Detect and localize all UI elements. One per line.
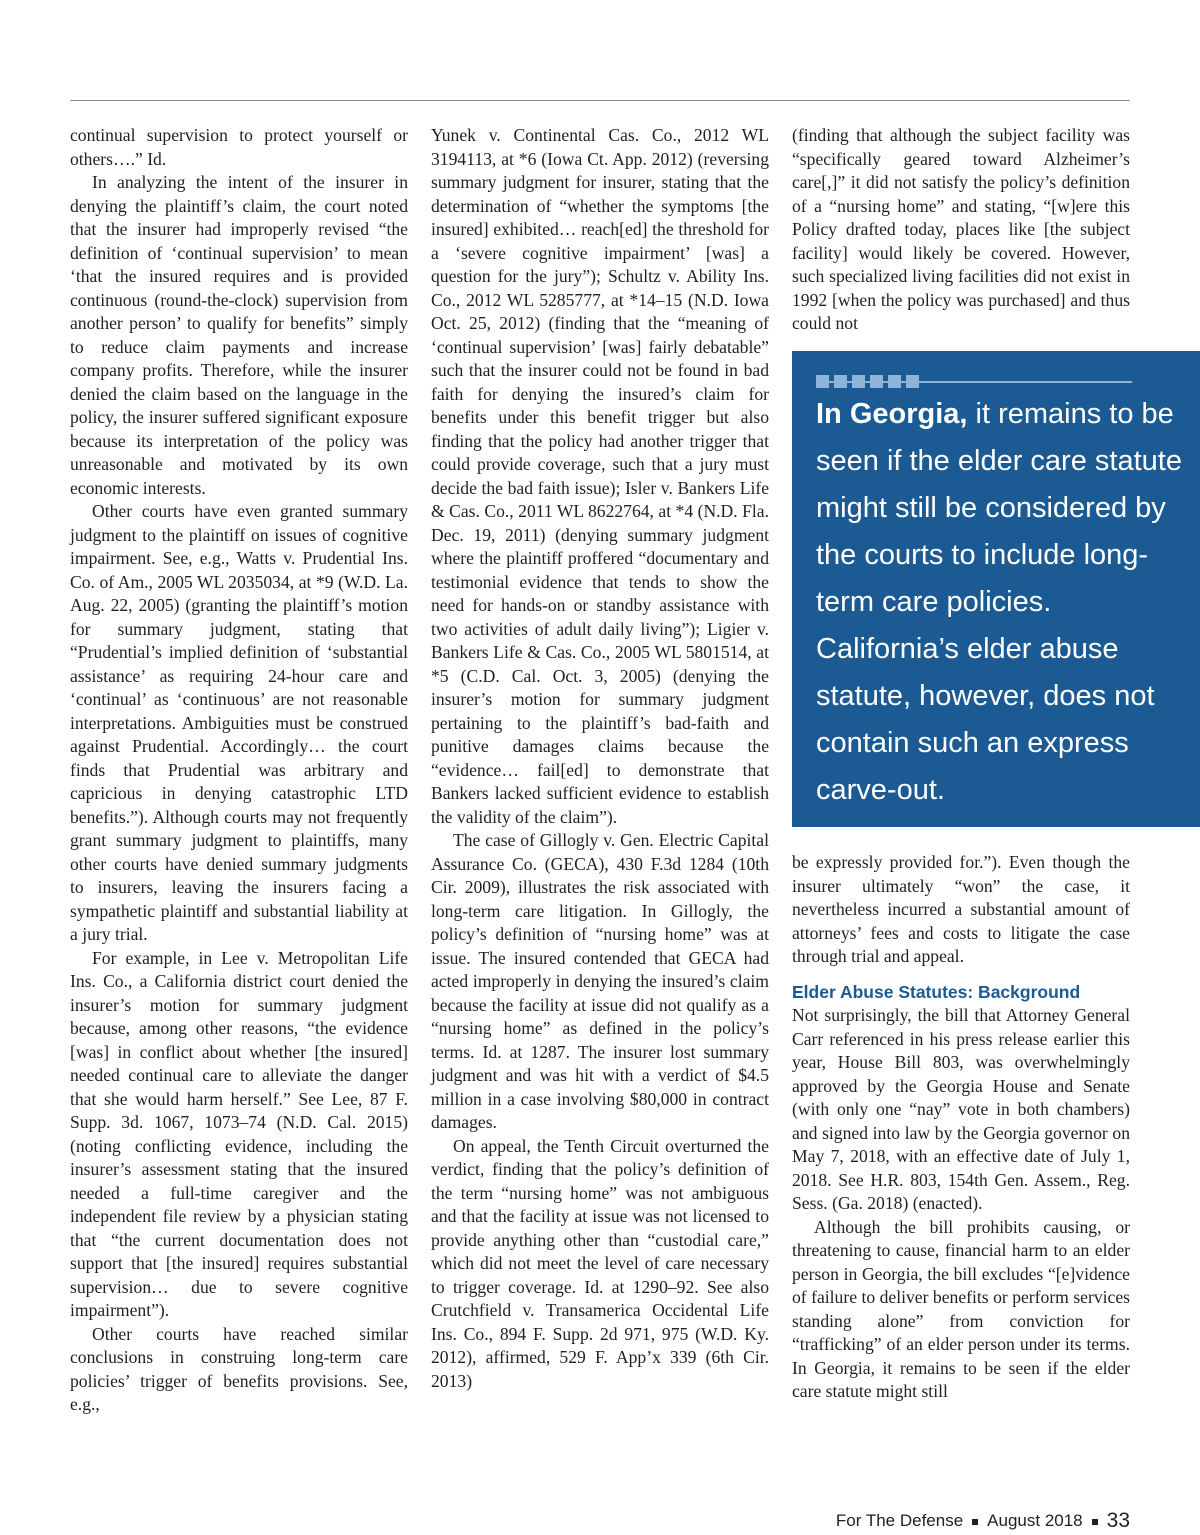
col1-paragraph-1: continual supervision to protect yourself or others….” Id. <box>70 125 408 169</box>
column-3-bottom <box>792 851 1130 1404</box>
issue-date: August 2018 <box>987 1511 1083 1530</box>
publication-name: For The Defense <box>835 1511 964 1530</box>
section-heading: Elder Abuse Statutes: Background <box>792 981 1081 1002</box>
col1-paragraph-2: In analyzing the intent of the insurer in denying the plaintiff’s claim, the court noted that the insurer had improperly revised “the definition of ‘continual supervision’ to mean ‘that the insured requires and is provided continuous (round-the-clock) supervision from another person’ to qualify for benefits” simply to reduce claim payments and increase company profits. Therefore, while the insurer denied the claim based on the language in the policy, the insurer suffered significant exposure because its interpretation of the policy was unreasonable and motivated by its own economic interests. <box>70 172 408 498</box>
footer-separator <box>972 1519 978 1525</box>
pull-quote-text: it remains to be seen if the elder care statute might still be considered by the courts to include long-term care policies. California’s elder abuse statute, however, does not contain such an express carve-out. <box>816 398 1182 806</box>
footer-separator <box>1092 1519 1098 1525</box>
column-3-top <box>792 124 1130 336</box>
column-1 <box>70 124 408 1417</box>
page-footer <box>836 1509 1130 1533</box>
col3-paragraph-2: be expressly provided for.”). Even though the insurer ultimately “won” the case, it nevertheless incurred a substantial amount of attorneys’ fees and costs to litigate the case through trial and appeal. <box>792 852 1130 966</box>
col1-paragraph-3: Other courts have even granted summary judgment to the plaintiff on issues of cognitive impairment. See, e.g., Watts v. Prudential Ins. Co. of Am., 2005 WL 2035034, at *9 (W.D. La. Aug. 22, 2005) (granting the plaintiff’s motion for summary judgment, stating that “Prudential’s implied definition of ‘substantial assistance’ as requiring 24-hour care and ‘continual’ as ‘continuous’ are not reasonable interpretations. Ambiguities must be construed against Prudential. Accordingly… the court finds that Prudential was arbitrary and capricious in denying catastrophic LTD benefits.”). Although courts may not frequently grant summary judgment to plaintiffs, many other courts have denied summary judgments to insurers, leaving the insurers facing a sympathetic plaintiff and substantial liability at a jury trial. <box>70 501 408 944</box>
pull-quote-lead: In Georgia, <box>816 398 968 430</box>
column-2 <box>431 124 769 1393</box>
col3-paragraph-1: (finding that although the subject facility was “specifically geared toward Alzheimer’s care[,]” it did not satisfy the policy’s definition of a “nursing home” and stating, “[w]ere this Policy drafted today, places like [the subject facility] would likely be covered. However, such specialized living facilities did not exist in 1992 [when the policy was purchased] and thus could not <box>792 125 1130 333</box>
page-number: 33 <box>1106 1509 1130 1532</box>
col3-paragraph-4: Although the bill prohibits causing, or threatening to cause, financial harm to an elder person in Georgia, the bill excludes “[e]vidence of failure to deliver benefits or perform services standing alone” from conviction for “trafficking” of an elder person under its terms. In Georgia, it remains to be seen if the elder care statute might still <box>792 1216 1130 1401</box>
top-rule <box>70 100 1130 101</box>
col2-paragraph-3: On appeal, the Tenth Circuit overturned the verdict, finding that the policy’s definition of the term “nursing home” was not ambiguous and that the facility at issue was not licensed to provide anything other than “custodial care,” which did not meet the level of care necessary to trigger coverage. Id. at 1290–92. See also Crutchfield v. Transamerica Occidental Life Ins. Co., 894 F. Supp. 2d 971, 975 (W.D. Ky. 2012), affirmed, 529 F. App’x 339 (6th Cir. 2013) <box>431 1135 769 1391</box>
col2-paragraph-1: Yunek v. Continental Cas. Co., 2012 WL 3194113, at *6 (Iowa Ct. App. 2012) (reversing summary judgment for insurer, stating that the determination of “whether the symptoms [the insured] exhibited… reach[ed] the threshold for a ‘severe cognitive impairment’ [was] a question for the jury”); Schultz v. Ability Ins. Co., 2012 WL 5285777, at *14–15 (N.D. Iowa Oct. 25, 2012) (finding that the “meaning of ‘continual supervision’ [was] fairly debatable” such that the insurer could not be found in bad faith for denying the insured’s claim for benefits under this benefit trigger but also finding that the policy had another trigger that could provide coverage, such that a jury must decide the bad faith issue); Isler v. Bankers Life & Cas. Co., 2011 WL 8622764, at *4 (N.D. Fla. Dec. 19, 2011) (denying summary judgment where the plaintiff proffered “documentary and testimonial evidence that tends to show the need for hands-on or standby assistance with two activities of adult daily living”); Ligier v. Bankers Life & Cas. Co., 2005 WL 5801514, at *5 (C.D. Cal. Oct. 3, 2005) (denying the insurer’s motion for summary judgment pertaining to the plaintiff’s bad-faith and punitive damages claims because the “evidence… fail[ed] to demonstrate that Bankers lacked sufficient evidence to establish the validity of the claim”). <box>431 125 769 827</box>
col3-paragraph-3: Not surprisingly, the bill that Attorney General Carr referenced in his press release earlier this year, House Bill 803, was overwhelmingly approved by the Georgia House and Senate (with only one “nay” vote in both chambers) and signed into law by the Georgia governor on May 7, 2018, with an effective date of July 1, 2018. See H.R. 803, 154th Gen. Assem., Reg. Sess. (Ga. 2018) (enacted). <box>792 1005 1130 1213</box>
col1-paragraph-4: For example, in Lee v. Metropolitan Life Ins. Co., a California district court denied the insurer’s motion for summary judgment because, among other reasons, “the evidence [was] in conflict about whether [the insured] needed continual care to alleviate the danger that she would harm herself.” See Lee, 87 F. Supp. 3d. 1067, 1073–74 (N.D. Cal. 2015) (noting conflicting evidence, including the insurer’s assessment stating that the insured needed a full-time caregiver and the independent file review by a physician stating that “the current documentation does not support that [the insured] requires substantial supervision… due to severe cognitive impairment”). <box>70 947 408 1320</box>
col1-paragraph-5: Other courts have reached similar conclusions in construing long-term care policies’ trigger of benefits provisions. See, e.g., <box>70 1323 408 1414</box>
pull-quote <box>816 391 1186 814</box>
pull-quote-box <box>792 351 1200 827</box>
pull-quote-dots <box>816 375 924 387</box>
col2-paragraph-2: The case of Gillogly v. Gen. Electric Capital Assurance Co. (GECA), 430 F.3d 1284 (10th Cir. 2009), illustrates the risk associated with long-term care litigation. In Gillogly, the policy’s definition of “nursing home” was at issue. The insured contended that GECA had acted improperly in denying the insured’s claim because the facility at issue did not qualify as a “nursing home” as defined in the policy’s terms. Id. at 1287. The insurer lost summary judgment and was hit with a verdict of $4.5 million in a case involving $80,000 in contract damages. <box>431 830 769 1132</box>
